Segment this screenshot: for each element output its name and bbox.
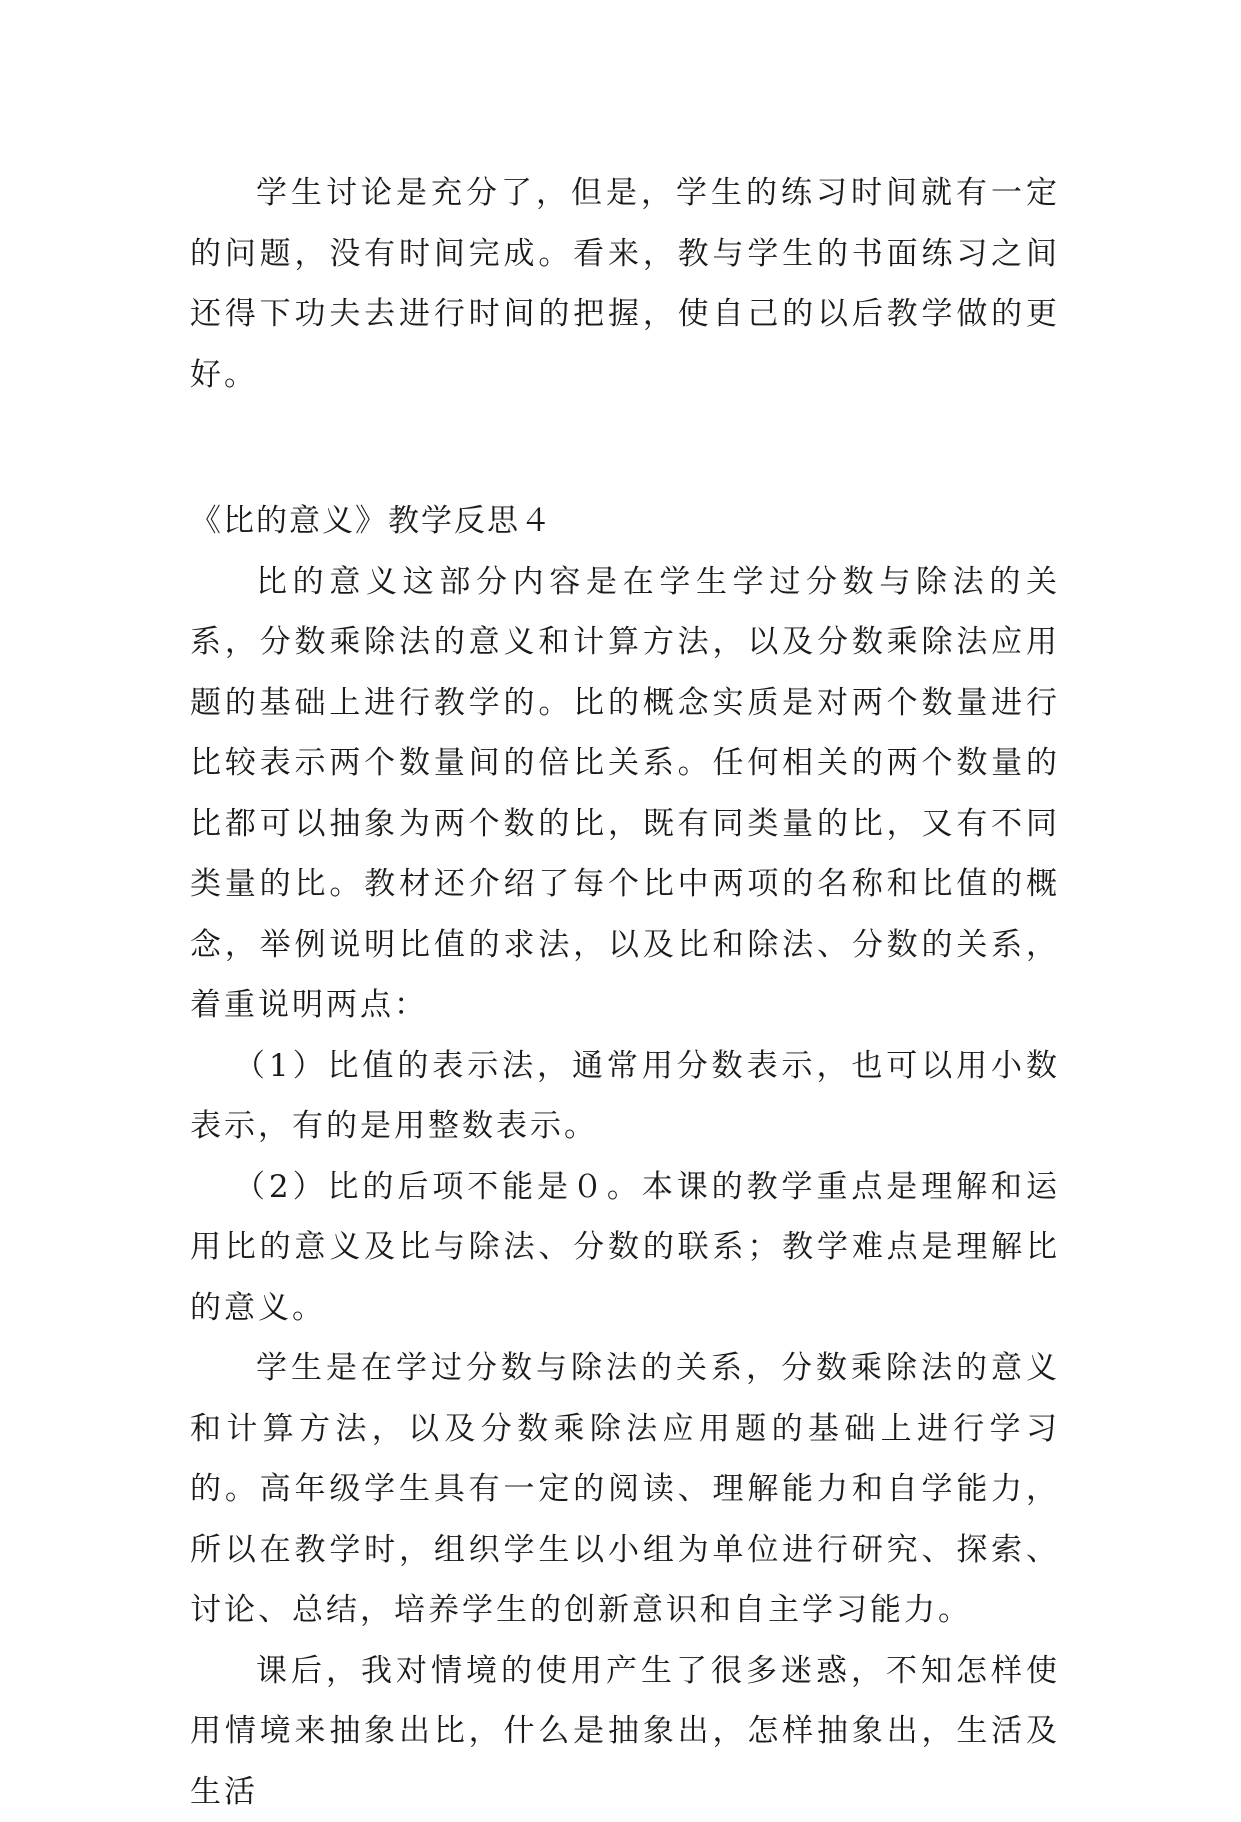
body-paragraph: 比的意义这部分内容是在学生学过分数与除法的关系，分数乘除法的意义和计算方法，以及分数乘除法应用题的基础上进行教学的。比的概念实质是对两个数量进行比较表示两个数量间的倍比关系。任何相关的两个数量的比都可以抽象为两个数的比，既有同类量的比，又有不同类量的比。教材还介绍了每个比中两项的名称和比值的概念，举例说明比值的求法，以及比和除法、分数的关系，着重说明两点： (190, 552, 1060, 1036)
intro-paragraph: 学生讨论是充分了，但是，学生的练习时间就有一定的问题，没有时间完成。看来，教与学生的书面练习之间还得下功夫去进行时间的把握，使自己的以后教学做的更好。 (190, 163, 1060, 405)
body-paragraph: 学生是在学过分数与除法的关系，分数乘除法的意义和计算方法，以及分数乘除法应用题的基础上进行学习的。高年级学生具有一定的阅读、理解能力和自学能力，所以在教学时，组织学生以小组为单位进行研究、探索、讨论、总结，培养学生的创新意识和自主学习能力。 (190, 1338, 1060, 1641)
section-heading: 《比的意义》教学反思４ (190, 491, 1060, 552)
section-spacer (190, 405, 1060, 491)
document-body (190, 163, 1060, 1822)
body-paragraph: （1）比值的表示法，通常用分数表示，也可以用小数表示，有的是用整数表示。 (190, 1036, 1060, 1157)
body-paragraph: 课后，我对情境的使用产生了很多迷惑，不知怎样使用情境来抽象出比，什么是抽象出，怎样抽象出，生活及生活 (190, 1641, 1060, 1822)
body-paragraph: （2）比的后项不能是０。本课的教学重点是理解和运用比的意义及比与除法、分数的联系；教学难点是理解比的意义。 (190, 1157, 1060, 1339)
